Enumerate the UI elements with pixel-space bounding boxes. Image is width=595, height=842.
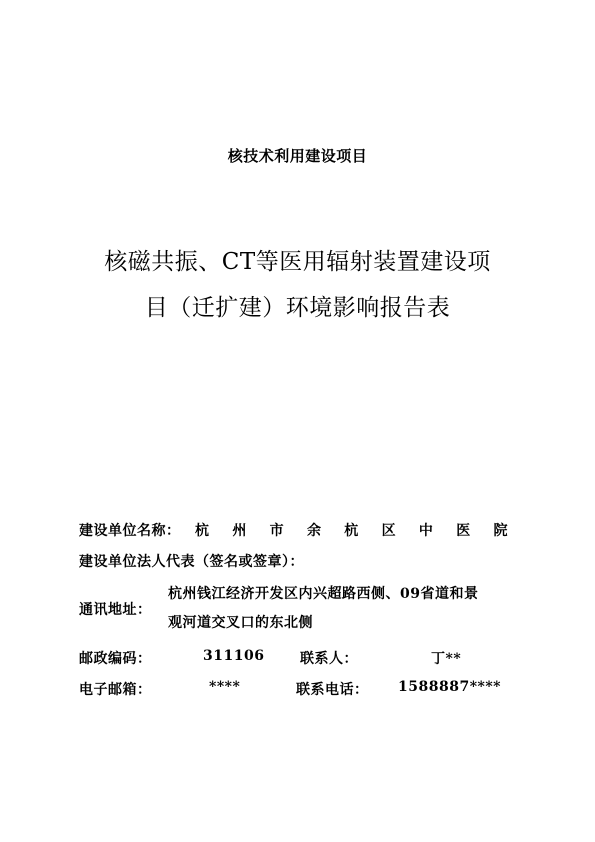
project-category: 核技术利用建设项目 xyxy=(227,147,368,165)
address-label: 通讯地址： xyxy=(79,602,152,618)
contact-person-value: 丁** xyxy=(431,651,462,667)
unit-char: 余 xyxy=(306,523,322,539)
phone-label: 联系电话： xyxy=(296,682,369,698)
postal-code-label: 邮政编码： xyxy=(79,651,152,667)
unit-char: 中 xyxy=(418,523,434,539)
construction-unit-label: 建设单位名称： xyxy=(79,523,181,539)
unit-char: 医 xyxy=(456,523,471,539)
unit-char: 杭 xyxy=(195,523,210,539)
construction-unit-value xyxy=(195,520,508,540)
legal-representative-label: 建设单位法人代表（签名或签章）： xyxy=(79,554,304,570)
address-value-line-1: 杭州钱江经济开发区内兴超路西侧、09省道和景 xyxy=(168,586,479,602)
unit-char: 院 xyxy=(493,523,508,539)
postal-code-value: 311106 xyxy=(203,648,265,664)
contact-person-label: 联系人： xyxy=(300,651,358,667)
unit-char: 杭 xyxy=(344,523,359,539)
email-value: **** xyxy=(209,679,241,695)
phone-value: 1588887**** xyxy=(398,679,501,695)
report-title-line-1: 核磁共振、CT等医用辐射装置建设项 xyxy=(104,249,491,275)
unit-char: 市 xyxy=(269,523,285,539)
unit-char: 区 xyxy=(381,523,397,539)
report-title-line-2: 目（迁扩建）环境影响报告表 xyxy=(144,295,451,321)
email-label: 电子邮箱： xyxy=(79,682,152,698)
unit-char: 州 xyxy=(232,523,247,539)
address-value-line-2: 观河道交叉口的东北侧 xyxy=(168,615,313,631)
